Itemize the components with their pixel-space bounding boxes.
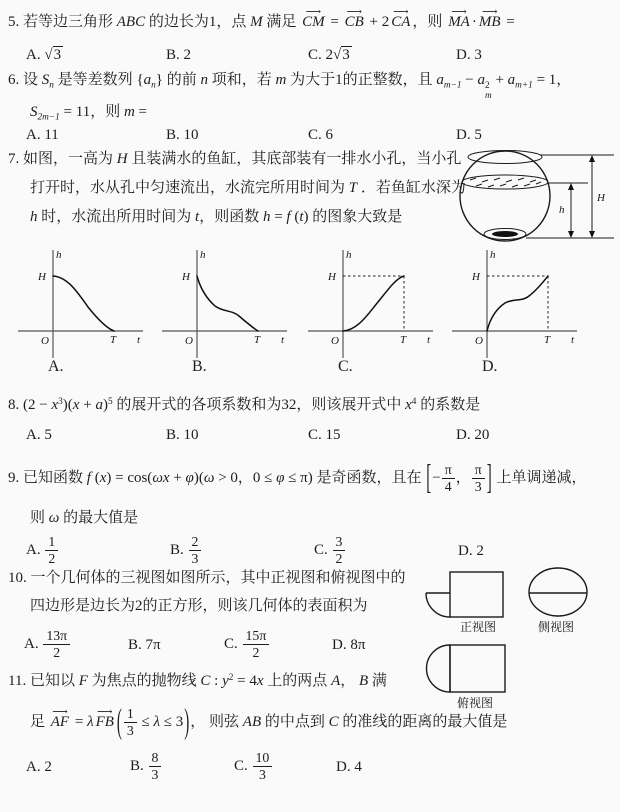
graph-c-T: T <box>400 334 407 346</box>
graph-a-origin: O <box>41 335 49 347</box>
fish-tank-figure <box>440 144 620 254</box>
q8-option-d: D. 20 <box>456 427 490 443</box>
q8-option-b: B. 10 <box>166 427 199 443</box>
graph-caption-b: B. <box>192 358 207 375</box>
math-sup: 5 <box>107 397 113 407</box>
q10-option-d: D. 8π <box>332 637 366 653</box>
math-i: x <box>72 397 80 414</box>
graph-b-xlabel: t <box>281 334 285 346</box>
math-i: a <box>436 72 444 88</box>
graph-b-H: H <box>182 271 190 283</box>
math-frac: $\frac{10}{3}$ <box>253 750 273 783</box>
math-i: m <box>275 72 287 88</box>
q6-option-b: B. 10 <box>166 127 199 143</box>
math-i: AB <box>242 713 262 730</box>
math-i: φ <box>276 469 285 486</box>
water-hatching <box>470 178 541 187</box>
q10-stem-line2: 四边形是边长为2的正方形，则该几何体的表面积为 <box>30 598 368 614</box>
math-i: H <box>116 151 128 167</box>
math-sub: n <box>49 80 54 91</box>
q11-option-a: A. 2 <box>26 759 52 775</box>
q9-option-d: D. 2 <box>458 543 484 559</box>
math-i: ABC <box>116 14 146 30</box>
math-i: f <box>86 469 91 486</box>
math-frac: $\frac{3}{2}$ <box>333 534 346 567</box>
top-view-semicircle <box>427 645 451 692</box>
graph-caption-a: A. <box>48 358 64 375</box>
math-vec: AF ⟶ <box>50 710 70 734</box>
graph-option-b <box>154 246 294 366</box>
math-frac: $\frac{\pi}{3}$ <box>472 462 485 495</box>
q5-option-a: A. √3 <box>26 47 62 63</box>
math-i: C <box>200 673 211 690</box>
math-sub: 2m−1 <box>37 112 60 123</box>
graph-d-H: H <box>472 271 480 283</box>
q6-option-c: C. 6 <box>308 127 334 143</box>
math-sub: m−1 <box>443 80 462 91</box>
q9-stem-line1: 9. 已知函数 f (x) = cos(ωx + φ)(ω > 0，0 ≤ φ ≤ π) 是奇函数，且在 [− $\frac{\pi}{4}$ ， $\frac{\pi}{3}$ ] 上单调递减， <box>8 462 586 495</box>
math-big: [ <box>426 459 432 498</box>
math-i: ω <box>203 469 215 486</box>
math-i: f <box>286 209 291 225</box>
math-frac: $\frac{13\pi}{2}$ <box>43 628 70 661</box>
math-sup: 4 <box>411 397 417 407</box>
graph-b-T: T <box>254 334 261 346</box>
q8-stem: 8. $(2 - x^3)(x + a)^5$ 的展开式的各项系数和为32，则该展开式中 $x^4$ 的系数是 <box>8 397 481 414</box>
graph-b-origin: O <box>185 335 193 347</box>
graph-a-T: T <box>110 334 117 346</box>
math-i: C <box>328 713 339 730</box>
front-view-label: 正视图 <box>460 620 497 634</box>
q7-stem-line1: 7. 如图，一高为 H 且装满水的鱼缸，其底部装有一排水小孔，当小孔 <box>8 151 462 167</box>
math-frac: $\frac{1}{2}$ <box>45 534 58 567</box>
math-i: x <box>256 673 264 690</box>
top-view-square <box>450 645 505 692</box>
math-i: x <box>405 397 412 414</box>
water-surface <box>462 175 548 189</box>
graph-d-curve <box>487 276 548 331</box>
front-view-quarter-circle <box>426 593 450 617</box>
graph-b-curve <box>197 276 258 331</box>
graph-c-H: H <box>328 271 336 283</box>
math-i: M <box>250 14 263 30</box>
graph-b-ylabel: h <box>200 249 206 261</box>
graph-a-H: H <box>38 271 46 283</box>
math-sup: 3 <box>58 397 63 407</box>
math-i: φ <box>185 469 194 486</box>
math-i: S <box>41 72 50 88</box>
math-i: ωx <box>152 469 170 486</box>
graph-d-xlabel: t <box>571 334 575 346</box>
q6-option-d: D. 5 <box>456 127 482 143</box>
math-frac: $\frac{2}{3}$ <box>189 534 202 567</box>
math-sub: n <box>151 80 156 91</box>
graph-caption-c: C. <box>338 358 353 375</box>
q10-option-b: B. 7π <box>128 637 161 653</box>
math-i: ω <box>48 510 60 526</box>
math-i: x <box>51 397 59 414</box>
three-view-figure <box>405 556 620 714</box>
math-i: a <box>477 72 485 88</box>
q11-stem-line2: 足 AF ⟶ = λ FB ⟶ ( $\frac{1}{3}$ ≤ λ ≤ 3)， 则弦 AB 的中点到 C 的准线的距离的最大值是 <box>30 706 507 739</box>
q10-stem-line1: 10. 一个几何体的三视图如图所示，其中正视图和俯视图中的 <box>8 570 406 586</box>
math-sqrt: √3 <box>44 47 62 63</box>
math-stack: 2 m <box>484 81 492 101</box>
math-i: n <box>200 72 208 88</box>
math-i: λ <box>153 713 161 730</box>
tank-opening <box>468 151 542 164</box>
q7-stem-line2: 打开时，水从孔中匀速流出，水流完所用时间为 T ．若鱼缸水深为 <box>30 180 466 196</box>
math-vec: CB ⟶ <box>344 10 365 34</box>
math-sup: 2 <box>228 673 234 683</box>
graph-d-T: T <box>544 334 551 346</box>
q10-option-c: C. $\frac{15\pi}{2}$ <box>224 628 270 661</box>
math-i: a <box>143 72 152 88</box>
q11-stem-line1: 11. 已知以 F 为焦点的抛物线 C : $y^2 = 4x$ 上的两点 A， B 满 <box>8 673 387 690</box>
math-vec: FB ⟶ <box>95 710 115 734</box>
q11-option-c: C. $\frac{10}{3}$ <box>234 750 273 783</box>
graph-option-a <box>10 246 150 366</box>
math-i: t <box>299 209 304 225</box>
q8-option-c: C. 15 <box>308 427 341 443</box>
q9-option-b: B. $\frac{2}{3}$ <box>170 534 202 567</box>
q5-option-c: C. 2√3 <box>308 47 350 63</box>
graph-c-guides <box>343 276 404 331</box>
math-big: ] <box>486 459 492 498</box>
math-i: S <box>30 104 38 120</box>
q11-option-d: D. 4 <box>336 759 362 775</box>
q8-option-a: A. 5 <box>26 427 52 443</box>
math-frac: $\frac{\pi}{4}$ <box>442 462 455 495</box>
math-i: A <box>331 673 341 690</box>
math-sqrt: √3 <box>333 47 350 63</box>
graph-c-ylabel: h <box>346 249 352 261</box>
math-big: ( <box>116 703 122 742</box>
graph-a-xlabel: t <box>137 334 141 346</box>
math-frac: $\frac{15\pi}{2}$ <box>243 628 270 661</box>
graph-option-d <box>444 246 584 366</box>
math-frac: $\frac{8}{3}$ <box>149 750 162 783</box>
top-view-label: 俯视图 <box>457 696 494 710</box>
math-i: T <box>348 180 358 196</box>
graph-c-xlabel: t <box>427 334 431 346</box>
side-view-circle <box>529 568 587 616</box>
graph-c-origin: O <box>331 335 339 347</box>
math-vec: MB ⟶ <box>478 10 502 34</box>
q6-stem-line2: $S_{2m-1} = 11$，则 m = <box>30 104 148 123</box>
math-i: λ <box>87 713 94 730</box>
q9-option-a: A. $\frac{1}{2}$ <box>26 534 59 567</box>
math-i: x <box>99 469 107 486</box>
math-i: a <box>507 72 516 88</box>
q10-option-a: A. $\frac{13\pi}{2}$ <box>24 628 71 661</box>
graph-a-ylabel: h <box>56 249 62 261</box>
math-frac: $\frac{1}{3}$ <box>124 706 137 739</box>
graph-c-curve <box>343 276 404 331</box>
math-vec: MA ⟶ <box>447 10 471 34</box>
q9-stem-line2: 则 ω 的最大值是 <box>30 510 139 526</box>
H-label: H <box>597 192 605 204</box>
q6-option-a: A. 11 <box>26 127 59 143</box>
math-i: y <box>222 673 229 690</box>
tank-sphere <box>460 151 550 241</box>
graph-caption-d: D. <box>482 358 498 375</box>
math-sub: m+1 <box>515 80 533 91</box>
graph-option-c <box>300 246 440 366</box>
math-i: B <box>359 673 369 690</box>
math-i: m <box>123 104 135 120</box>
math-i: a <box>95 397 103 414</box>
graph-d-origin: O <box>475 335 483 347</box>
math-vec: CA ⟶ <box>390 10 411 34</box>
math-i: h <box>262 209 271 225</box>
side-view-label: 侧视图 <box>538 620 575 634</box>
q5-option-d: D. 3 <box>456 47 482 63</box>
q5-option-b: B. 2 <box>166 47 192 63</box>
graph-a-curve <box>53 276 114 331</box>
q11-option-b: B. $\frac{8}{3}$ <box>130 750 162 783</box>
q7-stem-line3: h 时，水流出所用时间为 t，则函数 h = f (t) 的图象大致是 <box>30 209 403 225</box>
math-i: F <box>78 673 88 690</box>
math-vec: CM ⟶ <box>301 10 326 34</box>
math-i: t <box>195 209 200 225</box>
front-view-square <box>450 572 503 617</box>
q5-stem: 5. 若等边三角形 ABC 的边长为1，点 M 满足 CM ⟶ = CB ⟶ + 2 CA ⟶ ，则 MA ⟶ · MB ⟶ = <box>8 10 515 34</box>
q6-stem-line1: 6. 设 $S_n$ 是等差数列 $\{a_n\}$ 的前 n 项和，若 m 为大于1的正整数，且 $a_{m-1} - a$ 2 m + $a_{m+1} = 1$， <box>8 72 572 101</box>
q9-option-c: C. $\frac{3}{2}$ <box>314 534 346 567</box>
drain-hole <box>492 231 518 237</box>
math-i: h <box>30 209 38 225</box>
h-label: h <box>559 204 565 216</box>
graph-d-ylabel: h <box>490 249 496 261</box>
math-big: ) <box>184 703 190 742</box>
graph-d-guides <box>487 276 548 331</box>
